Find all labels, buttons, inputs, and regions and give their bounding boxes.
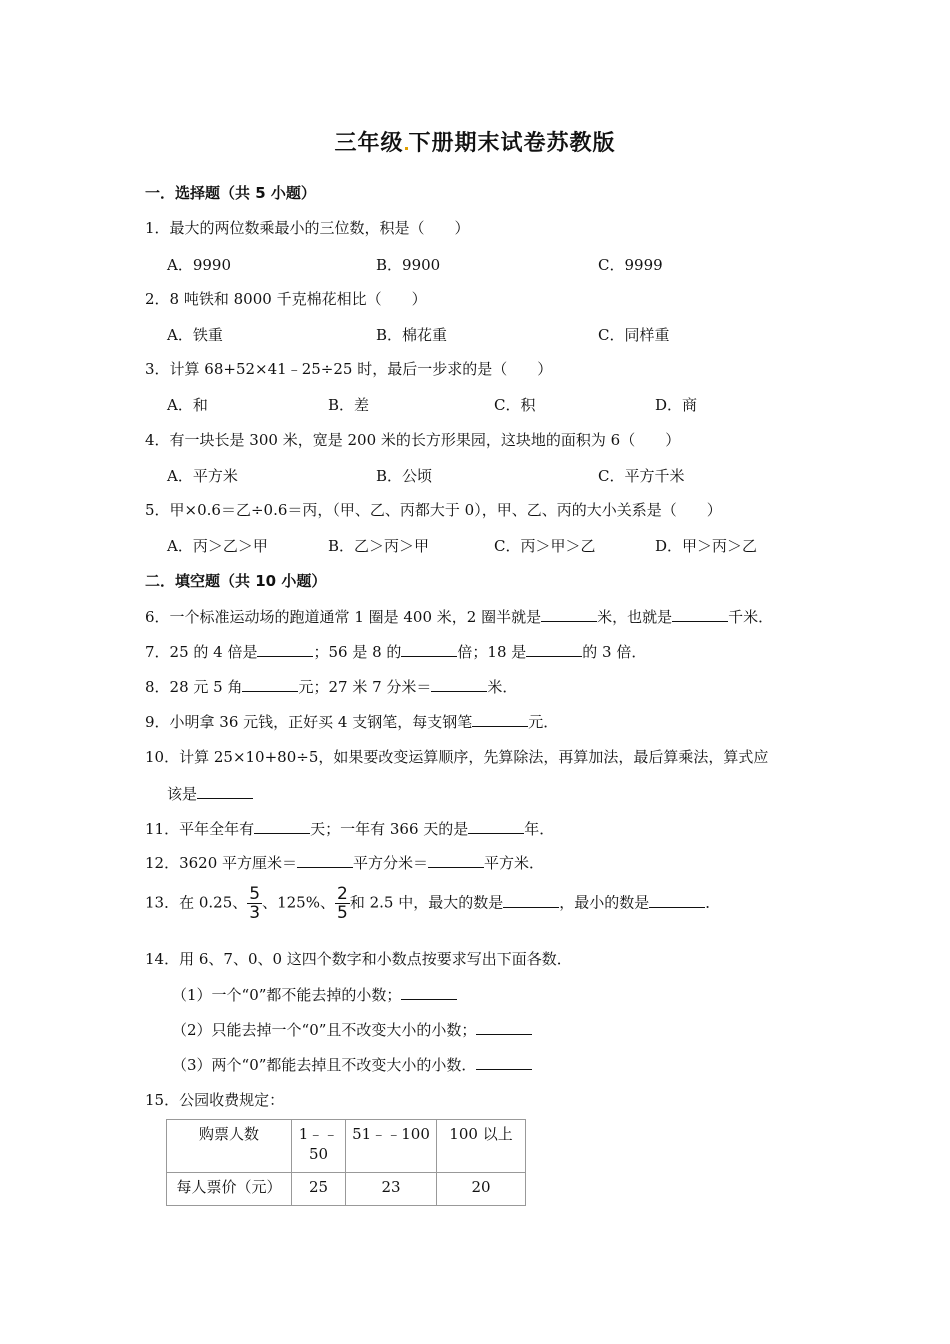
- q4-option-b: B．公顷: [376, 467, 433, 485]
- range-1-top: 1﹣﹣: [298, 1125, 339, 1143]
- q11-text-a: 11．平年全年有: [145, 820, 255, 838]
- q14-blank-1[interactable]: [401, 985, 457, 1000]
- question-2-stem: 2．8 吨铁和 8000 千克棉花相比（ ）: [145, 290, 427, 308]
- q3-option-a: A．和: [167, 396, 208, 414]
- q11-blank-2[interactable]: [468, 819, 524, 834]
- q14-item-1-text: （1）一个“0”都不能去掉的小数；: [172, 986, 402, 1004]
- q14-item-3: [172, 1054, 532, 1075]
- q12-text-b: 平方分米＝: [353, 854, 429, 872]
- q7-text-a: 7．25 的 4 倍是: [145, 643, 258, 661]
- q9-text-a: 9．小明拿 36 元钱，正好买 4 支钢笔，每支钢笔: [145, 713, 473, 731]
- q8-blank-2[interactable]: [431, 677, 487, 692]
- section-fill-heading: 二．填空题（共 10 小题）: [145, 572, 327, 590]
- q13-text-c: 和 2.5 中，最大的数是: [349, 893, 504, 912]
- question-6: [145, 606, 773, 627]
- q13-blank-1[interactable]: [503, 893, 559, 908]
- q3-option-b: B．差: [328, 396, 370, 414]
- q6-text-a: 6．一个标准运动场的跑道通常 1 圈是 400 米，2 圈半就是: [145, 608, 542, 626]
- question-8: [145, 676, 517, 697]
- q7-blank-1[interactable]: [257, 642, 313, 657]
- q11-text-c: 年．: [524, 820, 555, 838]
- q14-blank-3[interactable]: [476, 1055, 532, 1070]
- table-header-range-1: [292, 1120, 346, 1173]
- q8-blank-1[interactable]: [242, 677, 298, 692]
- q14-item-2: [172, 1019, 532, 1040]
- q12-text-c: 平方米．: [484, 854, 545, 872]
- q1-option-c: C．9999: [598, 256, 663, 274]
- q14-item-2-text: （2）只能去掉一个“0”且不改变大小的小数；: [172, 1021, 477, 1039]
- question-11: [145, 818, 554, 839]
- q11-blank-1[interactable]: [254, 819, 310, 834]
- table-header-range-3: 100 以上: [437, 1120, 526, 1173]
- q7-text-c: 倍；18 是: [457, 643, 527, 661]
- table-row: [167, 1173, 526, 1206]
- question-10-line1: 10．计算 25×10+80÷5，如果要改变运算顺序，先算除法，再算加法，最后算乘法，算式应: [145, 748, 769, 766]
- q6-blank-1[interactable]: [541, 607, 597, 622]
- q9-blank-1[interactable]: [472, 712, 528, 727]
- table-cell-price-2: 23: [346, 1173, 437, 1206]
- q6-text-c: 千米．: [728, 608, 774, 626]
- q6-text-b: 米，也就是: [597, 608, 673, 626]
- q1-option-b: B．9900: [376, 256, 441, 274]
- table-cell-price-1: 25: [292, 1173, 346, 1206]
- page-title: [0, 126, 950, 157]
- q14-item-1: [172, 984, 457, 1005]
- q13-text-a: 13．在 0.25、: [145, 893, 248, 912]
- question-7: [145, 641, 646, 662]
- question-14-stem: 14．用 6、7、0、0 这四个数字和小数点按要求写出下面各数．: [145, 950, 572, 968]
- q7-blank-2[interactable]: [401, 642, 457, 657]
- q6-blank-2[interactable]: [672, 607, 728, 622]
- q8-text-a: 8．28 元 5 角: [145, 678, 243, 696]
- q8-text-b: 元；27 米 7 分米＝: [298, 678, 432, 696]
- question-4-stem: 4．有一块长是 300 米，宽是 200 米的长方形果园，这块地的面积为 6（ ）: [145, 431, 681, 449]
- question-5-stem: 5．甲×0.6＝乙÷0.6＝丙，（甲、乙、丙都大于 0），甲、乙、丙的大小关系是（ ）: [145, 501, 722, 519]
- table-row: [167, 1120, 526, 1173]
- q7-text-d: 的 3 倍．: [582, 643, 647, 661]
- fee-table: [166, 1119, 526, 1206]
- question-3-stem: 3．计算 68+52×41﹣25÷25 时，最后一步求的是（ ）: [145, 360, 553, 378]
- q5-option-a: A．丙＞乙＞甲: [167, 537, 268, 555]
- q3-option-d: D．商: [655, 396, 698, 414]
- question-13: [145, 885, 720, 922]
- title-dot-mark: [405, 147, 408, 150]
- q14-item-3-text: （3）两个“0”都能去掉且不改变大小的小数．: [172, 1056, 477, 1074]
- q7-text-b: ；56 是 8 的: [313, 643, 402, 661]
- q13-text-e: ．: [705, 893, 721, 912]
- q2-option-a: A．铁重: [167, 326, 223, 344]
- question-1-stem: 1．最大的两位数乘最小的三位数，积是（ ）: [145, 219, 470, 237]
- q13-fraction-1-numerator: 5: [249, 884, 261, 904]
- q13-fraction-2-numerator: 2: [336, 884, 348, 904]
- question-10-line2: [167, 783, 253, 804]
- q13-fraction-1-denominator: 3: [249, 903, 261, 923]
- question-9: [145, 711, 558, 732]
- q1-option-a: A．9990: [167, 256, 232, 274]
- q13-text-b: 、125%、: [262, 893, 335, 912]
- q13-fraction-2: [335, 885, 350, 922]
- q12-blank-2[interactable]: [428, 853, 484, 868]
- q7-blank-3[interactable]: [526, 642, 582, 657]
- q12-text-a: 12．3620 平方厘米＝: [145, 854, 298, 872]
- q10-blank-1[interactable]: [197, 784, 253, 799]
- title-part1: 三年级: [334, 131, 404, 156]
- q4-option-a: A．平方米: [167, 467, 238, 485]
- q13-fraction-2-denominator: 5: [336, 903, 348, 923]
- q5-option-d: D．甲＞丙＞乙: [655, 537, 758, 555]
- q4-option-c: C．平方千米: [598, 467, 685, 485]
- q10-text-b: 该是: [167, 785, 198, 803]
- question-12: [145, 852, 544, 873]
- title-part2: 下册期末试卷苏教版: [408, 131, 616, 156]
- q13-fraction-1: [247, 885, 262, 922]
- q2-option-c: C．同样重: [598, 326, 670, 344]
- q3-option-c: C．积: [494, 396, 536, 414]
- q13-blank-2[interactable]: [649, 893, 705, 908]
- table-row-label-price: 每人票价（元）: [167, 1173, 292, 1206]
- q11-text-b: 天；一年有 366 天的是: [310, 820, 469, 838]
- table-cell-price-3: 20: [437, 1173, 526, 1206]
- q12-blank-1[interactable]: [297, 853, 353, 868]
- q5-option-b: B．乙＞丙＞甲: [328, 537, 430, 555]
- q9-text-b: 元．: [528, 713, 559, 731]
- q13-text-d: ，最小的数是: [559, 893, 650, 912]
- q14-blank-2[interactable]: [476, 1020, 532, 1035]
- range-1-bottom: 50: [308, 1145, 329, 1163]
- q8-text-c: 米．: [487, 678, 518, 696]
- section-choice-heading: 一．选择题（共 5 小题）: [145, 184, 316, 202]
- q2-option-b: B．棉花重: [376, 326, 448, 344]
- question-15-stem: 15．公园收费规定：: [145, 1091, 285, 1109]
- table-header-range-2: 51﹣﹣100: [346, 1120, 437, 1173]
- q5-option-c: C．丙＞甲＞乙: [494, 537, 596, 555]
- table-header-people: 购票人数: [167, 1120, 292, 1173]
